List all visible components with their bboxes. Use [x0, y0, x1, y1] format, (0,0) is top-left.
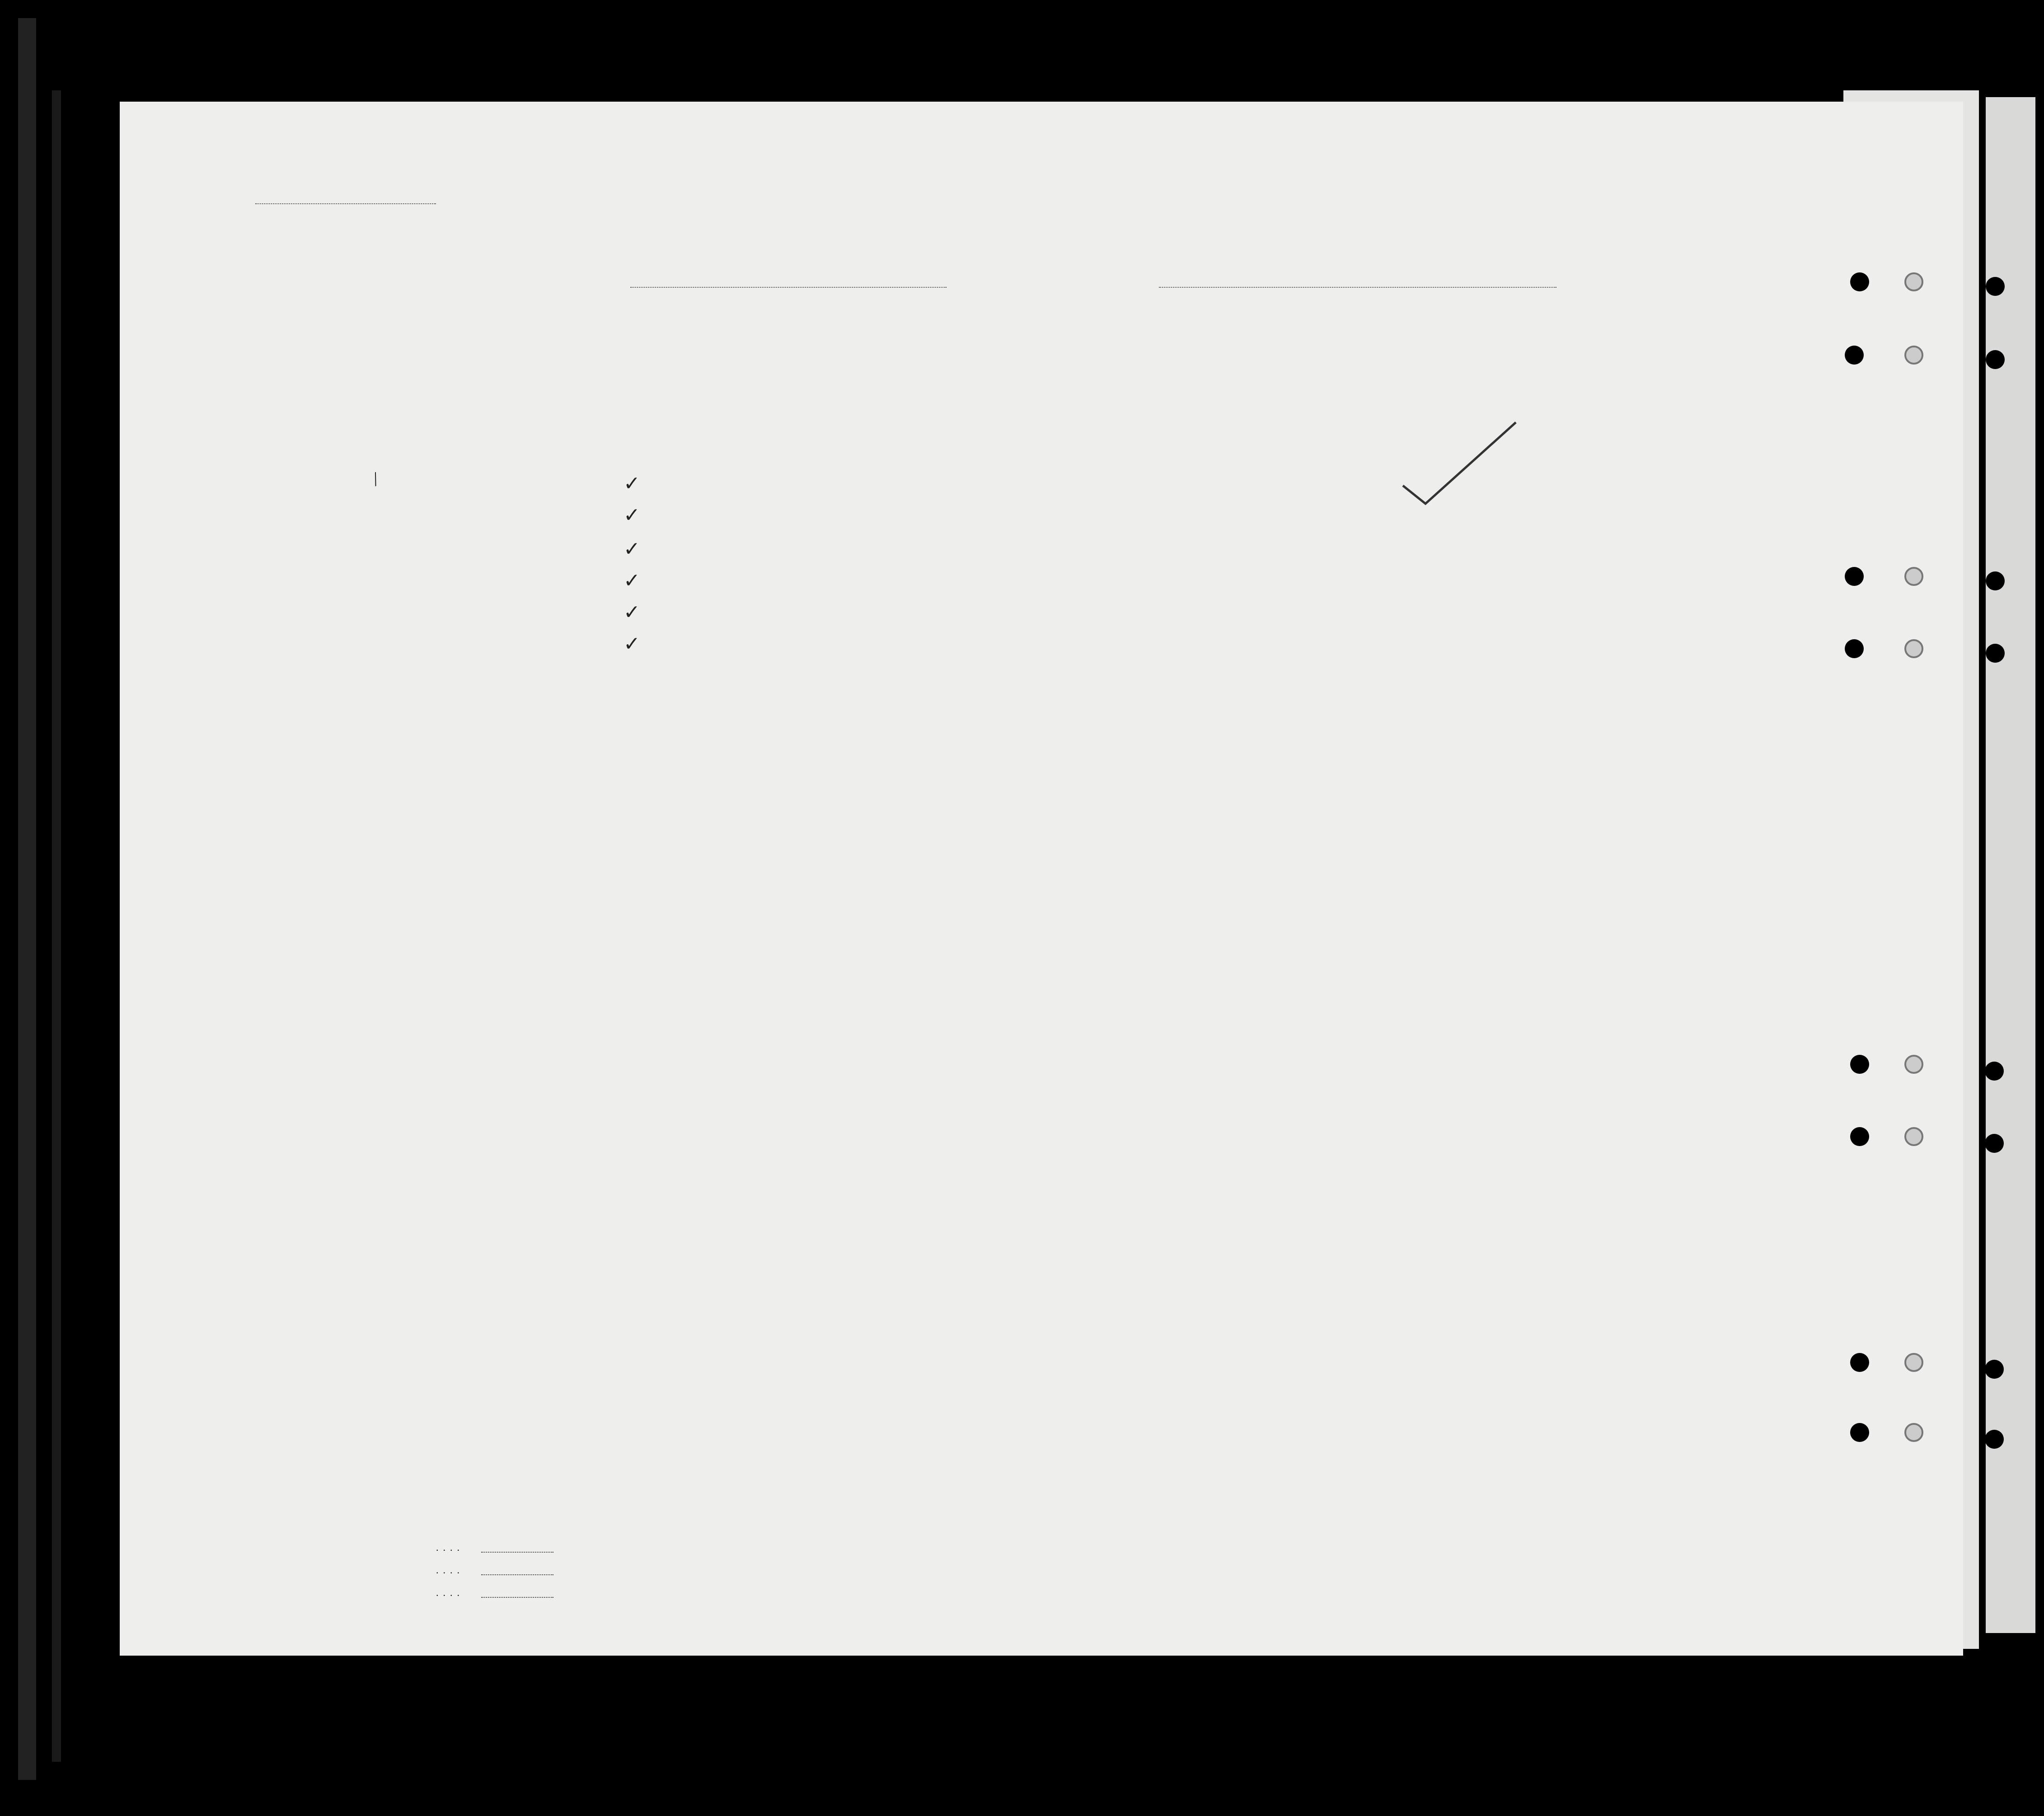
- binder-hole: [1986, 277, 2005, 296]
- scan-edge-left: [18, 18, 36, 1780]
- totals-line: [481, 1597, 553, 1598]
- list-number-line: [255, 203, 436, 204]
- binder-hole: [1985, 1062, 2004, 1081]
- binder-hole: [1904, 567, 1923, 586]
- binder-hole: [1985, 1134, 2004, 1153]
- check-mark: ✓: [624, 504, 640, 526]
- check-mark: ✓: [624, 570, 640, 592]
- binder-hole: [1904, 1423, 1923, 1442]
- binder-hole: [1986, 571, 2005, 590]
- binder-hole: [1904, 272, 1923, 291]
- binder-hole: [1985, 1430, 2004, 1449]
- check-mark: ✓: [624, 633, 640, 655]
- binder-hole: [1845, 567, 1864, 586]
- binder-hole: [1850, 1127, 1869, 1146]
- totals-leader-dots: ....: [436, 1542, 464, 1553]
- totals-leader-dots: ....: [436, 1587, 464, 1598]
- binder-hole: [1904, 346, 1923, 365]
- binder-hole: [1850, 1353, 1869, 1372]
- binder-hole: [1986, 350, 2005, 369]
- binder-hole: [1986, 644, 2005, 663]
- manifest-page: [120, 102, 1963, 1656]
- binder-hole: [1845, 346, 1864, 365]
- check-mark: /: [369, 468, 382, 491]
- binder-hole: [1904, 1353, 1923, 1372]
- next-page-edge: [1986, 97, 2035, 1633]
- manifest-grid: [120, 102, 1963, 1656]
- scan-edge-left-2: [52, 90, 61, 1762]
- binder-hole: [1845, 639, 1864, 658]
- check-mark: ✓: [624, 473, 640, 495]
- check-mark: ✓: [624, 538, 640, 560]
- totals-leader-dots: ....: [436, 1564, 464, 1576]
- binder-hole: [1904, 1055, 1923, 1074]
- port-line: [1159, 287, 1556, 288]
- binder-hole: [1985, 1360, 2004, 1379]
- check-mark: ✓: [624, 601, 640, 623]
- totals-line: [481, 1552, 553, 1553]
- totals-line: [481, 1574, 553, 1575]
- ship-name-line: [630, 287, 947, 288]
- binder-hole: [1850, 1055, 1869, 1074]
- binder-hole: [1850, 272, 1869, 291]
- issued-check-stroke: [1389, 418, 1525, 508]
- binder-hole: [1904, 639, 1923, 658]
- binder-hole: [1850, 1423, 1869, 1442]
- binder-hole: [1904, 1127, 1923, 1146]
